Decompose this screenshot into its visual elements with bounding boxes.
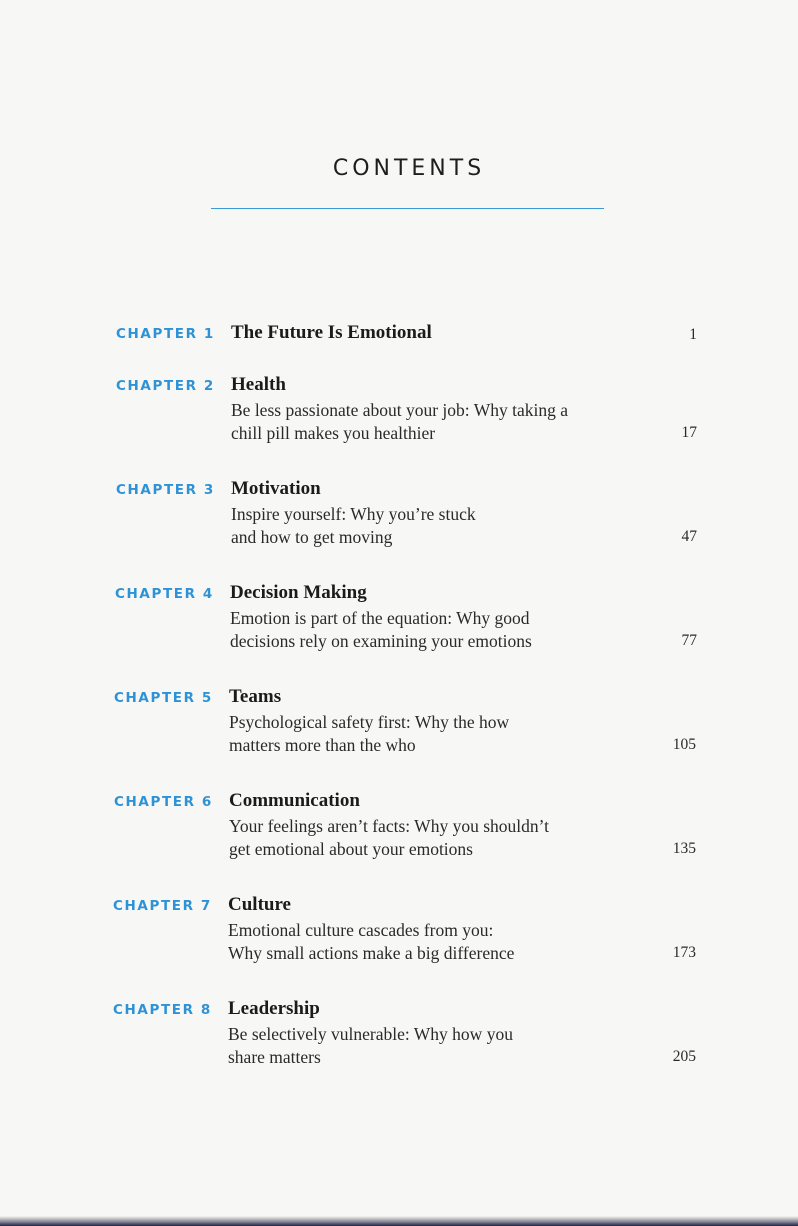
chapter-subtitle xyxy=(230,607,670,652)
chapter-subtitle-line: Emotional culture cascades from you: xyxy=(228,920,494,940)
chapter-subtitle-line: Be selectively vulnerable: Why how you xyxy=(228,1024,513,1044)
toc-entry xyxy=(0,480,798,570)
chapter-subtitle-line: and how to get moving xyxy=(231,526,393,547)
chapter-page-number: 173 xyxy=(672,944,696,961)
toc-entry xyxy=(0,792,798,882)
chapter-subtitle-line: Your feelings aren’t facts: Why you shouldn’t xyxy=(229,816,549,836)
chapter-label: CHAPTER 6 xyxy=(114,794,213,810)
chapter-label: CHAPTER 3 xyxy=(116,482,215,498)
chapter-subtitle-line: Emotion is part of the equation: Why good xyxy=(230,608,530,628)
chapter-label: CHAPTER 5 xyxy=(114,690,213,706)
chapter-title: Motivation xyxy=(231,478,321,499)
chapter-page-number: 17 xyxy=(681,424,697,441)
chapter-title: Leadership xyxy=(228,998,320,1019)
chapter-page-number: 135 xyxy=(672,840,696,857)
chapter-subtitle-line: get emotional about your emotions xyxy=(229,838,473,859)
title-underline xyxy=(211,208,604,209)
chapter-subtitle-line: Psychological safety first: Why the how xyxy=(229,712,510,732)
chapter-subtitle-line: decisions rely on examining your emotions xyxy=(230,630,532,651)
chapter-subtitle-line: matters more than the who xyxy=(229,734,416,755)
chapter-title: Decision Making xyxy=(230,582,367,603)
chapter-page-number: 77 xyxy=(681,632,697,649)
chapter-title: Culture xyxy=(228,894,291,915)
toc-entry xyxy=(0,1000,798,1090)
chapter-subtitle xyxy=(229,711,669,756)
toc-entry xyxy=(0,896,798,986)
chapter-page-number: 205 xyxy=(672,1048,696,1065)
chapter-subtitle-line: Inspire yourself: Why you’re stuck xyxy=(231,504,476,524)
toc-entry xyxy=(0,584,798,674)
chapter-subtitle xyxy=(231,399,671,444)
chapter-label: CHAPTER 7 xyxy=(113,898,212,914)
chapter-page-number: 1 xyxy=(689,326,697,343)
page-edge-shadow xyxy=(0,1216,798,1226)
chapter-label: CHAPTER 4 xyxy=(115,586,214,602)
chapter-subtitle xyxy=(231,503,671,548)
chapter-label: CHAPTER 1 xyxy=(116,326,215,342)
chapter-subtitle-line: Why small actions make a big difference xyxy=(228,942,515,963)
toc-entry xyxy=(0,376,798,466)
chapter-title: Health xyxy=(231,374,286,395)
chapter-subtitle xyxy=(228,919,668,964)
chapter-label: CHAPTER 2 xyxy=(116,378,215,394)
chapter-subtitle-line: chill pill makes you healthier xyxy=(231,422,436,443)
chapter-title: Teams xyxy=(229,686,282,707)
chapter-page-number: 105 xyxy=(672,736,696,753)
page-title: CONTENTS xyxy=(332,156,486,181)
chapter-subtitle xyxy=(228,1023,668,1068)
chapter-title: Communication xyxy=(229,790,360,811)
chapter-subtitle xyxy=(229,815,669,860)
toc-entry xyxy=(0,688,798,778)
chapter-title: The Future Is Emotional xyxy=(231,322,432,343)
chapter-subtitle-line: share matters xyxy=(228,1046,321,1067)
chapter-subtitle-line: Be less passionate about your job: Why taking a xyxy=(231,400,568,420)
chapter-page-number: 47 xyxy=(681,528,697,545)
chapter-label: CHAPTER 8 xyxy=(113,1002,212,1018)
